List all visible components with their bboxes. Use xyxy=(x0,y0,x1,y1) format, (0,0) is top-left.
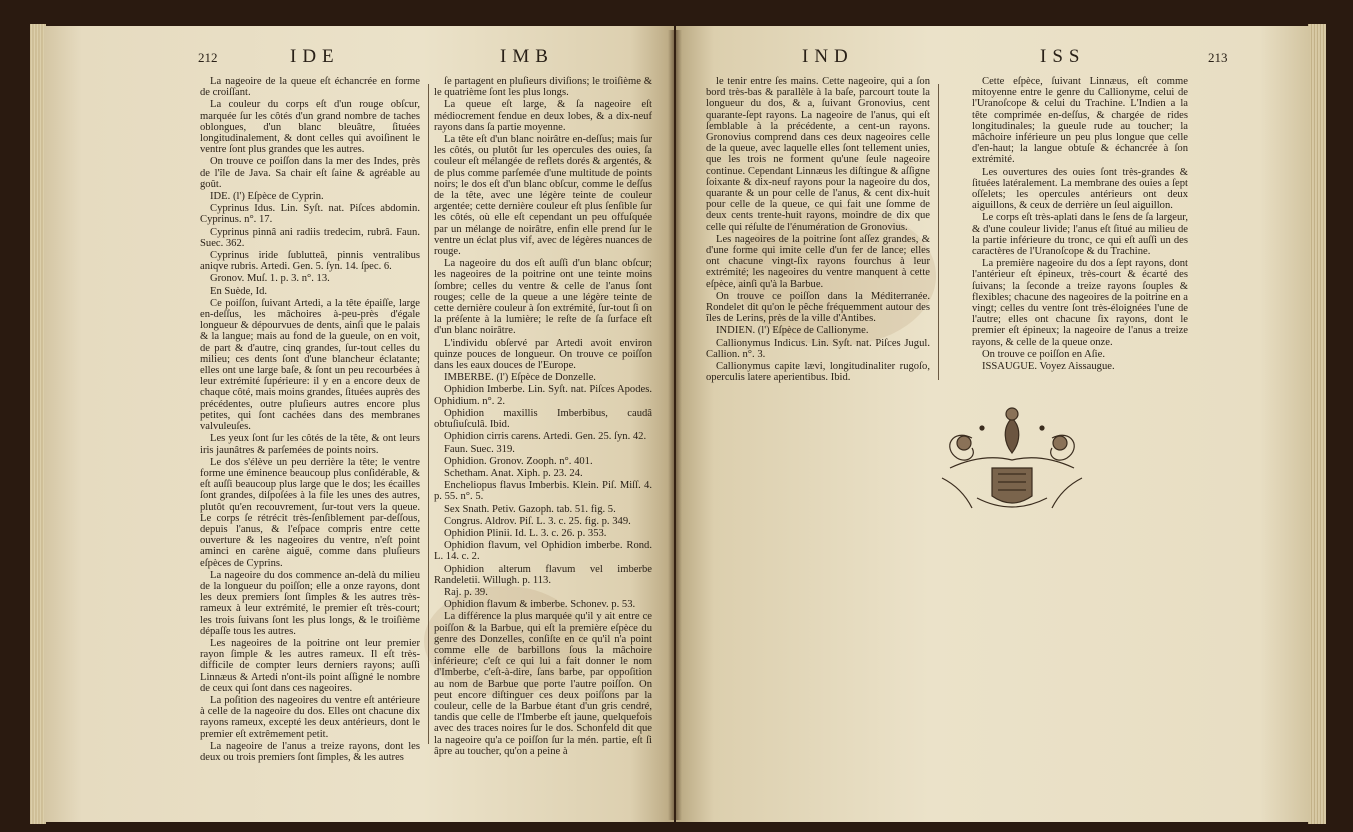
right-col1-paragraph: Callionymus capite lævi, longitudinaliter rugoſo, operculis latere aperientibus. Ibid. xyxy=(706,361,930,384)
left-col2-paragraph: Ophidion maxillis Imberbibus, caudâ obtuſiuſculâ. Ibid. xyxy=(434,407,652,431)
right-col1-paragraph: INDIEN. (l') Eſpèce de Callionyme. xyxy=(716,325,869,337)
left-col2-paragraph: Ophidion flavum, vel Ophidion imberbe. Rond. L. 14. c. 2. xyxy=(434,540,652,563)
left-col1-paragraph: On trouve ce poiſſon dans la mer des Indes, près de l'île de Java. Sa chair eſt ſaine & agréable au goût. xyxy=(200,156,420,190)
running-head-left-2: IMB xyxy=(500,46,554,67)
right-column-1 xyxy=(706,76,930,396)
right-col2-paragraph: Cette eſpèce, ſuivant Linnæus, eſt comme mitoyenne entre le genre du Callionyme, celui de l'Uranoſcope & celui du Trachine. L'Indien a la tête comprimée en-deſſus, & chargée de rides longitudinales; la gueule rude au toucher; la mâchoire inférieure un peu plus longue que celle d'en-haut; la langue obtuſe & échancrée à ſon extrémité. xyxy=(972,76,1188,166)
right-col2-paragraph: Le corps eſt très-aplati dans le ſens de ſa largeur, & d'une couleur livide; l'anus eſt ſitué au milieu de la partie inférieure du tronc, ce qui eſt auſſi un des caractères de l'Uranoſcope & du Trachine. xyxy=(972,212,1188,258)
right-col1-paragraph: Les nageoires de la poitrine ſont aſſez grandes, & d'une forme qui imite celle d'un fer de lance; elles ont chacune vingt-ſix rayons fourchus à leur extrémité; les nageoires du ventre manquent à cette eſpèce, ainſi qu'à la Barbue. xyxy=(706,233,930,290)
right-col2-paragraph: ISSAUGUE. Voyez Aissaugue. xyxy=(982,361,1115,373)
left-column-2 xyxy=(434,76,652,766)
left-col2-paragraph: Ophidion. Gronov. Zooph. n°. 401. xyxy=(444,455,593,467)
left-col2-paragraph: Ophidion Imberbe. Lin. Syſt. nat. Piſces Apodes. Ophidium. n°. 2. xyxy=(434,384,652,407)
right-col1-paragraph: On trouve ce poiſſon dans la Méditerranée. Rondelet dit qu'on le pêche fréquemment autour des îles de Lerins, près de la ville d'Antibes. xyxy=(706,290,930,325)
right-col2-paragraph: La première nageoire du dos a ſept rayons, dont l'antérieur eſt épineux, très-court & écarté des ſuivans; la ſeconde a treize rayons ſouples & flexibles; chacune des nageoires de la poitrine en a vingt; celles du ventre ſont très-éloignées l'une de l'autre; elles ont chacune ſix rayons, dont le premier eſt épineux; la nageoire de l'anus a treize rayons, & celle de la queue onze. xyxy=(972,258,1188,348)
left-col2-paragraph: L'individu obſervé par Artedi avoit environ quinze pouces de longueur. On trouve ce poiſſon dans les eaux douces de l'Europe. xyxy=(434,337,652,372)
page-number-right: 213 xyxy=(1208,50,1228,65)
gutter xyxy=(668,30,682,820)
left-col1-paragraph: La poſition des nageoires du ventre eſt antérieure à celle de la nageoire du dos. Elles ont chacune dix rayons rameux, excepté les deux antérieurs, dont le premier eſt extrêmement petit. xyxy=(200,694,420,740)
left-col2-paragraph: Congrus. Aldrov. Piſ. L. 3. c. 25. fig. p. 349. xyxy=(444,515,631,527)
left-col2-paragraph: Encheliopus flavus Imberbis. Klein. Piſ. Miſſ. 4. p. 55. n°. 5. xyxy=(434,480,652,503)
right-column-2 xyxy=(972,76,1188,396)
right-col2-paragraph: On trouve ce poiſſon en Aſie. xyxy=(982,348,1105,360)
running-head-right-2: ISS xyxy=(1040,46,1086,67)
column-rule-left xyxy=(428,84,429,744)
left-col1-paragraph: Ce poiſſon, ſuivant Artedi, a la tête épaiſſe, large en-deſſus, les mâchoires à-peu-près d'égale longueur & dépourvues de dents, ainſi que le palais & la langue; mais au fond de la gueule, on en voit, de part & d'autre, cinq grandes, ſur-tout celles du milieu; ces dents ſont d'une blancheur éclatante; elles ont une large baſe, & ſont un peu recourbées à leur extrémité ſupérieure: il y en a encore deux de chaque côté, mais moins grandes, ſituées auprès des précédentes, outre pluſieurs autres encore plus petites, qui ſont cachées dans des membranes valvuleuſes. xyxy=(200,297,420,433)
left-col1-paragraph: Gronov. Muſ. 1. p. 3. n°. 13. xyxy=(210,273,330,285)
left-col1-paragraph: La nageoire de l'anus a treize rayons, dont les deux ou trois premiers ſont ſimples, & les autres xyxy=(200,740,420,763)
right-col1-paragraph: Callionymus Indicus. Lin. Syſt. nat. Piſces Jugul. Callion. n°. 3. xyxy=(706,337,930,360)
left-column-1 xyxy=(200,76,420,766)
left-col2-paragraph: IMBERBE. (l') Eſpèce de Donzelle. xyxy=(444,372,596,384)
vignette-ornament xyxy=(932,398,1092,520)
running-head-right-1: IND xyxy=(802,46,854,67)
page-number-left: 212 xyxy=(198,50,218,65)
left-col2-paragraph: Sex Snath. Petiv. Gazoph. tab. 51. fig. 5. xyxy=(444,503,616,515)
left-col1-paragraph: En Suède, Id. xyxy=(210,285,268,297)
left-col1-paragraph: La nageoire du dos commence an-delà du milieu de la longueur du poiſſon; elle a onze rayons, dont les deux premiers ſont ſimples & les autres très-rameux à leur extrémité, le premier eſt très-court; les trois ſuivans ſont les plus longs, & le troiſième dépaſſe tous les autres. xyxy=(200,569,420,637)
left-col2-paragraph: La nageoire du dos eſt auſſi d'un blanc obſcur; les nageoires de la poitrine ont une teinte moins ſombre; celles du ventre & celle de l'anus ſont rouges; celle de la queue a une légère teinte de cette dernière couleur à ſon extrémité, ſur-tout ſi on la préſente à la lumière; le reſte de ſa ſurface eſt d'un blanc noirâtre. xyxy=(434,258,652,337)
left-col1-paragraph: La nageoire de la queue eſt échancrée en forme de croiſſant. xyxy=(200,76,420,99)
left-col1-paragraph: Les yeux ſont ſur les côtés de la tête, & ont leurs iris jaunâtres & parſemées de points noirs. xyxy=(200,433,420,456)
left-col1-paragraph: La couleur du corps eſt d'un rouge obſcur, marquée ſur les côtés d'un grand nombre de taches oblongues, d'un blanc bleuâtre, ſituées longitudinalement, & dont celles qui avoiſinent le ventre ſont plus grandes que les autres. xyxy=(200,99,420,156)
left-col2-paragraph: Raj. p. 39. xyxy=(444,586,488,598)
left-col2-paragraph: La tête eſt d'un blanc noirâtre en-deſſus; mais ſur les côtés, ou plutôt ſur les opercules des ouies, ſa couleur eſt mélangée de reflets dorés & argentés, & de plus comme parſemée d'une multitude de points noirs; le dos eſt d'un blanc obſcur, comme le deſſus de la tête, avec une légère teinte de couleur argentée; cette dernière couleur eſt plus ſenſible ſur les côtés, où elle eſt cependant un peu offuſquée par un mélange de noirâtre, enfin elle prend ſur le ventre un éclat plus vif, avec de légères nuances de rouge. xyxy=(434,134,652,258)
column-rule-right xyxy=(938,84,939,380)
left-col2-paragraph: Faun. Suec. 319. xyxy=(444,443,515,455)
page-edges-right xyxy=(1308,24,1326,824)
left-col1-paragraph: Cyprinus Idus. Lin. Syſt. nat. Piſces abdomin. Cyprinus. n°. 17. xyxy=(200,203,420,226)
right-col1-paragraph: le tenir entre ſes mains. Cette nageoire, qui a ſon bord très-bas & parallèle à la baſe, parcourt toute la longueur du dos, & a, ſuivant Gronovius, cent quarante-ſept rayons. La nageoire de l'anus, qui eſt ſemblable à la précédente, a cent-un rayons. Gronovius comprend dans ces deux nageoires celle de la queue, avec laquelle elles ſont tellement unies, que les trois ne forment qu'une ſeule nageoire continue. Cependant Linnæus les diſtingue & aſſigne ſoixante & dix-neuf rayons pour la nageoire du dos, quarante & un pour celle de l'anus, & cent dix-huit pour celle de la queue, ce qui fait une ſomme de deux cents trente-huit rayons, moindre de dix que celle qui réſulte de l'énumération de Gronovius. xyxy=(706,76,930,233)
left-col2-paragraph: La différence la plus marquée qu'il y ait entre ce poiſſon & la Barbue, qui eſt la première eſpèce du genre des Donzelles, conſiſte en ce qu'il n'a point comme elle de barbillons ſous la mâchoire inférieure; c'eſt ce qui lui a fait donner le nom d'Imberbe, c'eſt-à-dire, ſans barbe, par oppoſition au nom de Barbue que porte l'autre poiſſon. On peut encore diſtinguer ces deux poiſſons par la couleur, celle de la Barbue étant d'un gris cendré, tandis que celle de l'Imberbe eſt jaune, quelquefois avec des traces noires ſur le dos. Schonfeld dit que la nageoire qu'a ce poiſſon ſur la mén. partie, eſt ſi âpre au toucher, qu'on a peine à xyxy=(434,611,652,757)
left-col2-paragraph: Schetham. Anat. Xiph. p. 23. 24. xyxy=(444,467,583,479)
right-col2-paragraph: Les ouvertures des ouies ſont très-grandes & ſituées latéralement. La membrane des ouies a ſept oſſelets; les opercules antérieurs ont deux aiguillons, & ceux de derrière un ſeul aiguillon. xyxy=(972,166,1188,212)
left-col1-paragraph: Cyprinus iride ſublutteâ, pinnis ventralibus aniqve rubris. Artedi. Gen. 5. ſyn. 14. ſpec. 6. xyxy=(200,250,420,273)
left-col2-paragraph: ſe partagent en pluſieurs diviſions; le troiſième & le quatrième ſont les plus longs. xyxy=(434,76,652,99)
left-col2-paragraph: La queue eſt large, & ſa nageoire eſt médiocrement fendue en deux lobes, & a dix-neuf rayons dans ſa partie moyenne. xyxy=(434,99,652,133)
left-col2-paragraph: Ophidion cirris carens. Artedi. Gen. 25. ſyn. 42. xyxy=(444,431,647,443)
left-col1-paragraph: IDE. (l') Eſpèce de Cyprin. xyxy=(210,191,324,203)
left-col2-paragraph: Ophidion alterum flavum vel imberbe Randeletii. Willugh. p. 113. xyxy=(434,563,652,586)
left-col2-paragraph: Ophidion Plinii. Id. L. 3. c. 26. p. 353. xyxy=(444,527,607,539)
left-col1-paragraph: Le dos s'élève un peu derrière la tête; le ventre forme une éminence beaucoup plus conſidérable, & eſt auſſi beaucoup plus large que le dos; les écailles ſont grandes, diſpoſées à la file les unes des autres, plutôt qu'en recouvrement, ſur-tout vers la queue. Le corps ſe rétrécit très-ſenſiblement par-deſſous, depuis l'anus, & l'eſpace compris entre cette ouverture & les nageoires du ventre, n'eſt point aminci en carène aiguë, comme dans pluſieurs eſpèces de Cyprins. xyxy=(200,456,420,569)
left-col1-paragraph: Les nageoires de la poitrine ont leur premier rayon ſimple & les autres rameux. Il eſt très-difficile de compter leurs derniers rayons; auſſi Linnæus & Artedi n'ont-ils point aſſigné le nombre de ceux qui ſont dans ces nageoires. xyxy=(200,637,420,694)
left-col1-paragraph: Cyprinus pinnâ ani radiis tredecim, rubrâ. Faun. Suec. 362. xyxy=(200,226,420,249)
left-col2-paragraph: Ophidion flavum & imberbe. Schonev. p. 53. xyxy=(444,599,636,611)
running-head-left-1: IDE xyxy=(290,46,340,67)
